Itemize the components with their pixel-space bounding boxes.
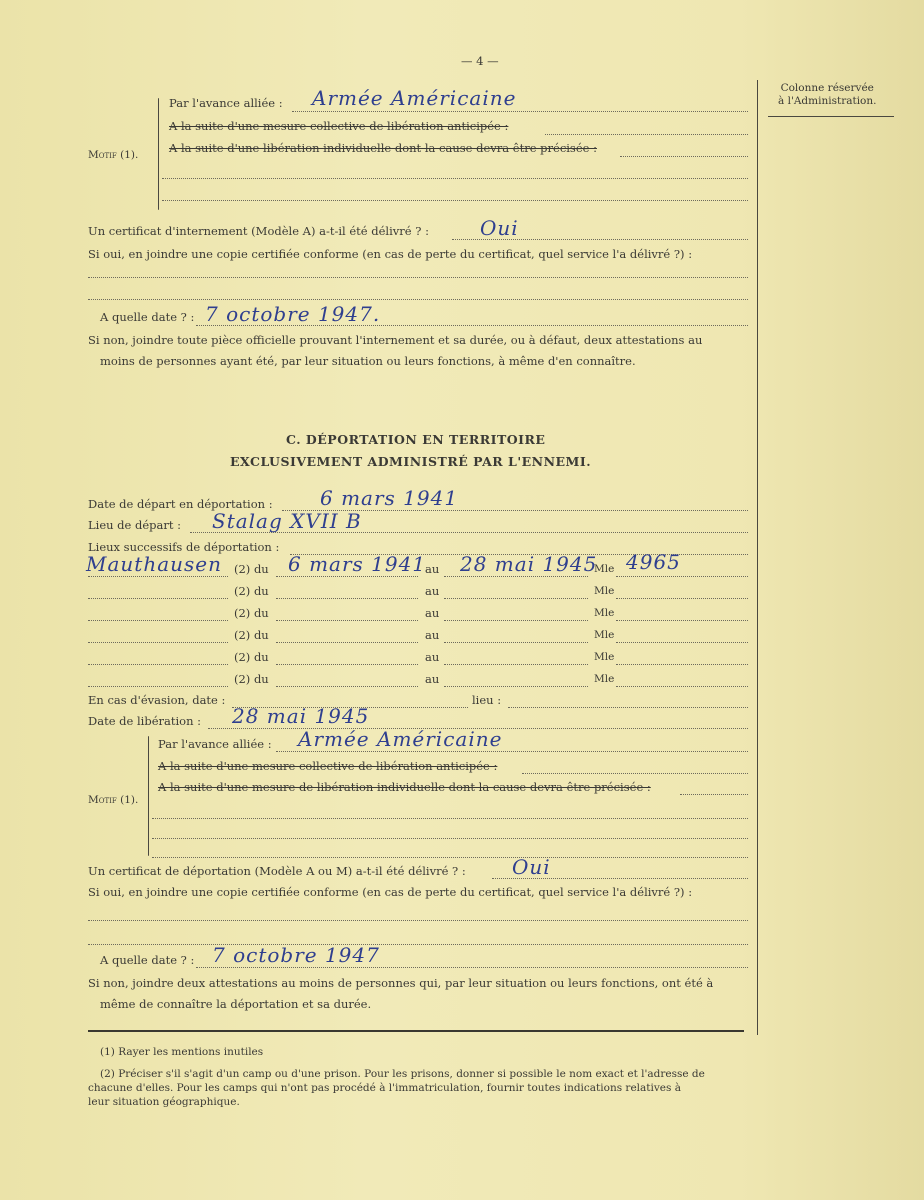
row-du-value: 6 mars 1941 (288, 552, 427, 576)
lieu-depart-value: Stalag XVII B (212, 509, 362, 533)
row-du-label: (2) du (234, 562, 269, 576)
cert-copy-line-c1 (88, 920, 748, 921)
cert-copy-line-c2 (88, 944, 748, 945)
date-value-b: 7 octobre 1947. (205, 302, 381, 326)
cert-value-c: Oui (512, 855, 551, 879)
row-mle-line (616, 598, 748, 599)
depart-date-label: Date de départ en déportation : (88, 497, 273, 511)
cert-copy-line-b1 (88, 277, 748, 278)
admin-column-divider (757, 80, 758, 1035)
motif-individual-line-b (620, 156, 748, 157)
lieux-label: Lieux successifs de déportation : (88, 540, 280, 554)
row-du-line (276, 686, 418, 687)
row-place-line (88, 620, 228, 621)
row-mle-line (616, 664, 748, 665)
cert-question-b (88, 224, 429, 238)
evasion-lieu-label: lieu : (472, 693, 502, 707)
row-au-line (444, 664, 588, 665)
row-du-line (276, 642, 418, 643)
footnote-rule (88, 1030, 744, 1032)
motif-blank-line-c1 (152, 818, 748, 819)
evasion-label: En cas d'évasion, date : (88, 693, 226, 707)
row-du-label: (2) du (234, 628, 269, 642)
row-au-label: au (425, 672, 440, 686)
motif-allied-line-b (292, 111, 748, 112)
si-non-c-line1: Si non, joindre deux attestations au moins de personnes qui, par leur situation ou leurs fonctions, ont été à (88, 976, 714, 990)
footnote-2-line2: chacune d'elles. Pour les camps qui n'ont pas procédé à l'immatriculation, fournir toutes indications relatives à (88, 1082, 681, 1094)
si-non-c-line2: même de connaître la déportation et sa durée. (100, 997, 372, 1011)
cert-question-c: Un certificat de déportation (Modèle A ou M) a-t-il été délivré ? : (88, 864, 466, 878)
depart-date-value: 6 mars 1941 (320, 486, 459, 510)
page-number: — 4 — (461, 54, 499, 68)
date-value-c: 7 octobre 1947 (212, 943, 380, 967)
row-du-line (276, 620, 418, 621)
row-au-label: au (425, 650, 440, 664)
row-mle-line (616, 642, 748, 643)
motif-collective-c: A la suite d'une mesure collective de libération anticipée : (158, 759, 498, 773)
row-place-line (88, 576, 228, 577)
admin-column-header (778, 82, 876, 108)
motif-brace-c (148, 736, 149, 856)
footnote-2-line1: (2) Préciser s'il s'agit d'un camp ou d'une prison. Pour les prisons, donner si possible le nom exact et l'adresse de (100, 1068, 705, 1080)
row-place-line (88, 642, 228, 643)
cert-value-b: Oui (480, 216, 519, 240)
motif-allied-value-b: Armée Américaine (312, 86, 517, 110)
row-place-value: Mauthausen (86, 552, 222, 576)
liberation-value: 28 mai 1945 (232, 704, 370, 728)
motif-brace-b (158, 98, 159, 210)
cert-copy-b: Si oui, en joindre une copie certifiée conforme (en cas de perte du certificat, quel service l'a délivré ?) : (88, 247, 693, 261)
section-c-title-2: EXCLUSIVEMENT ADMINISTRÉ PAR L'ENNEMI. (230, 454, 592, 469)
lieu-depart-label: Lieu de départ : (88, 518, 182, 532)
row-mle-label: Mle (594, 563, 615, 575)
motif-individual-c: A la suite d'une mesure de libération individuelle dont la cause devra être précisée : (158, 780, 651, 794)
row-au-line (444, 620, 588, 621)
row-mle-label: Mle (594, 651, 615, 663)
si-non-b-line2: moins de personnes ayant été, par leur situation ou leurs fonctions, à même d'en connaître. (100, 354, 636, 368)
motif-individual-line-c (680, 794, 748, 795)
cert-question-text-b: Un certificat d'internement (Modèle A) a-t-il été délivré ? : (88, 224, 429, 238)
motif-blank-line-c3 (152, 857, 748, 858)
row-au-label: au (425, 584, 440, 598)
row-mle-label: Mle (594, 585, 615, 597)
row-au-line (444, 686, 588, 687)
row-au-label: au (425, 606, 440, 620)
row-du-line (276, 576, 418, 577)
row-du-line (276, 598, 418, 599)
row-mle-label: Mle (594, 607, 615, 619)
date-label-b: A quelle date ? : (100, 310, 195, 324)
footnote-2-line3: leur situation géographique. (88, 1096, 240, 1108)
liberation-label: Date de libération : (88, 714, 202, 728)
cert-copy-line-b2 (88, 299, 748, 300)
motif-label-c: Motif (1). (88, 794, 139, 806)
motif-collective-line-c (522, 773, 748, 774)
row-du-label: (2) du (234, 672, 269, 686)
row-du-label: (2) du (234, 584, 269, 598)
cert-copy-c: Si oui, en joindre une copie certifiée conforme (en cas de perte du certificat, quel service l'a délivré ?) : (88, 885, 693, 899)
row-place-line (88, 598, 228, 599)
row-du-line (276, 664, 418, 665)
date-label-c: A quelle date ? : (100, 953, 195, 967)
row-mle-line (616, 620, 748, 621)
motif-allied-line-c (276, 751, 748, 752)
motif-blank-line-b2 (162, 200, 748, 201)
motif-allied-label-b: Par l'avance alliée : (169, 96, 283, 110)
row-au-line (444, 642, 588, 643)
row-mle-label: Mle (594, 673, 615, 685)
motif-blank-line-c2 (152, 838, 748, 839)
row-place-line (88, 686, 228, 687)
motif-blank-line-b1 (162, 178, 748, 179)
motif-allied-value-c: Armée Américaine (298, 727, 503, 751)
motif-collective-b: A la suite d'une mesure collective de libération anticipée : (169, 119, 509, 133)
row-au-label: au (425, 628, 440, 642)
admin-column-rule (768, 116, 894, 117)
row-au-line (444, 576, 588, 577)
section-c-title-1: C. DÉPORTATION EN TERRITOIRE (286, 432, 546, 447)
row-du-label: (2) du (234, 650, 269, 664)
row-mle-line (616, 576, 748, 577)
motif-allied-label-c: Par l'avance alliée : (158, 737, 272, 751)
motif-label-b: Motif (1). (88, 149, 139, 161)
row-au-value: 28 mai 1945 (460, 552, 598, 576)
si-non-b-line1: Si non, joindre toute pièce officielle prouvant l'internement et sa durée, ou à défaut, deux attestations au (88, 333, 703, 347)
row-place-line (88, 664, 228, 665)
motif-collective-line-b (545, 134, 748, 135)
row-mle-label: Mle (594, 629, 615, 641)
row-mle-line (616, 686, 748, 687)
admin-column-line1: Colonne réservée (780, 82, 874, 94)
row-au-label: au (425, 562, 440, 576)
row-du-label: (2) du (234, 606, 269, 620)
row-mle-value: 4965 (626, 550, 681, 574)
admin-column-line2: à l'Administration. (778, 95, 877, 107)
date-line-c (196, 967, 748, 968)
motif-individual-b: A la suite d'une libération individuelle dont la cause devra être précisée : (169, 141, 597, 155)
footnote-1: (1) Rayer les mentions inutiles (100, 1046, 264, 1058)
row-au-line (444, 598, 588, 599)
evasion-lieu-line (508, 707, 748, 708)
